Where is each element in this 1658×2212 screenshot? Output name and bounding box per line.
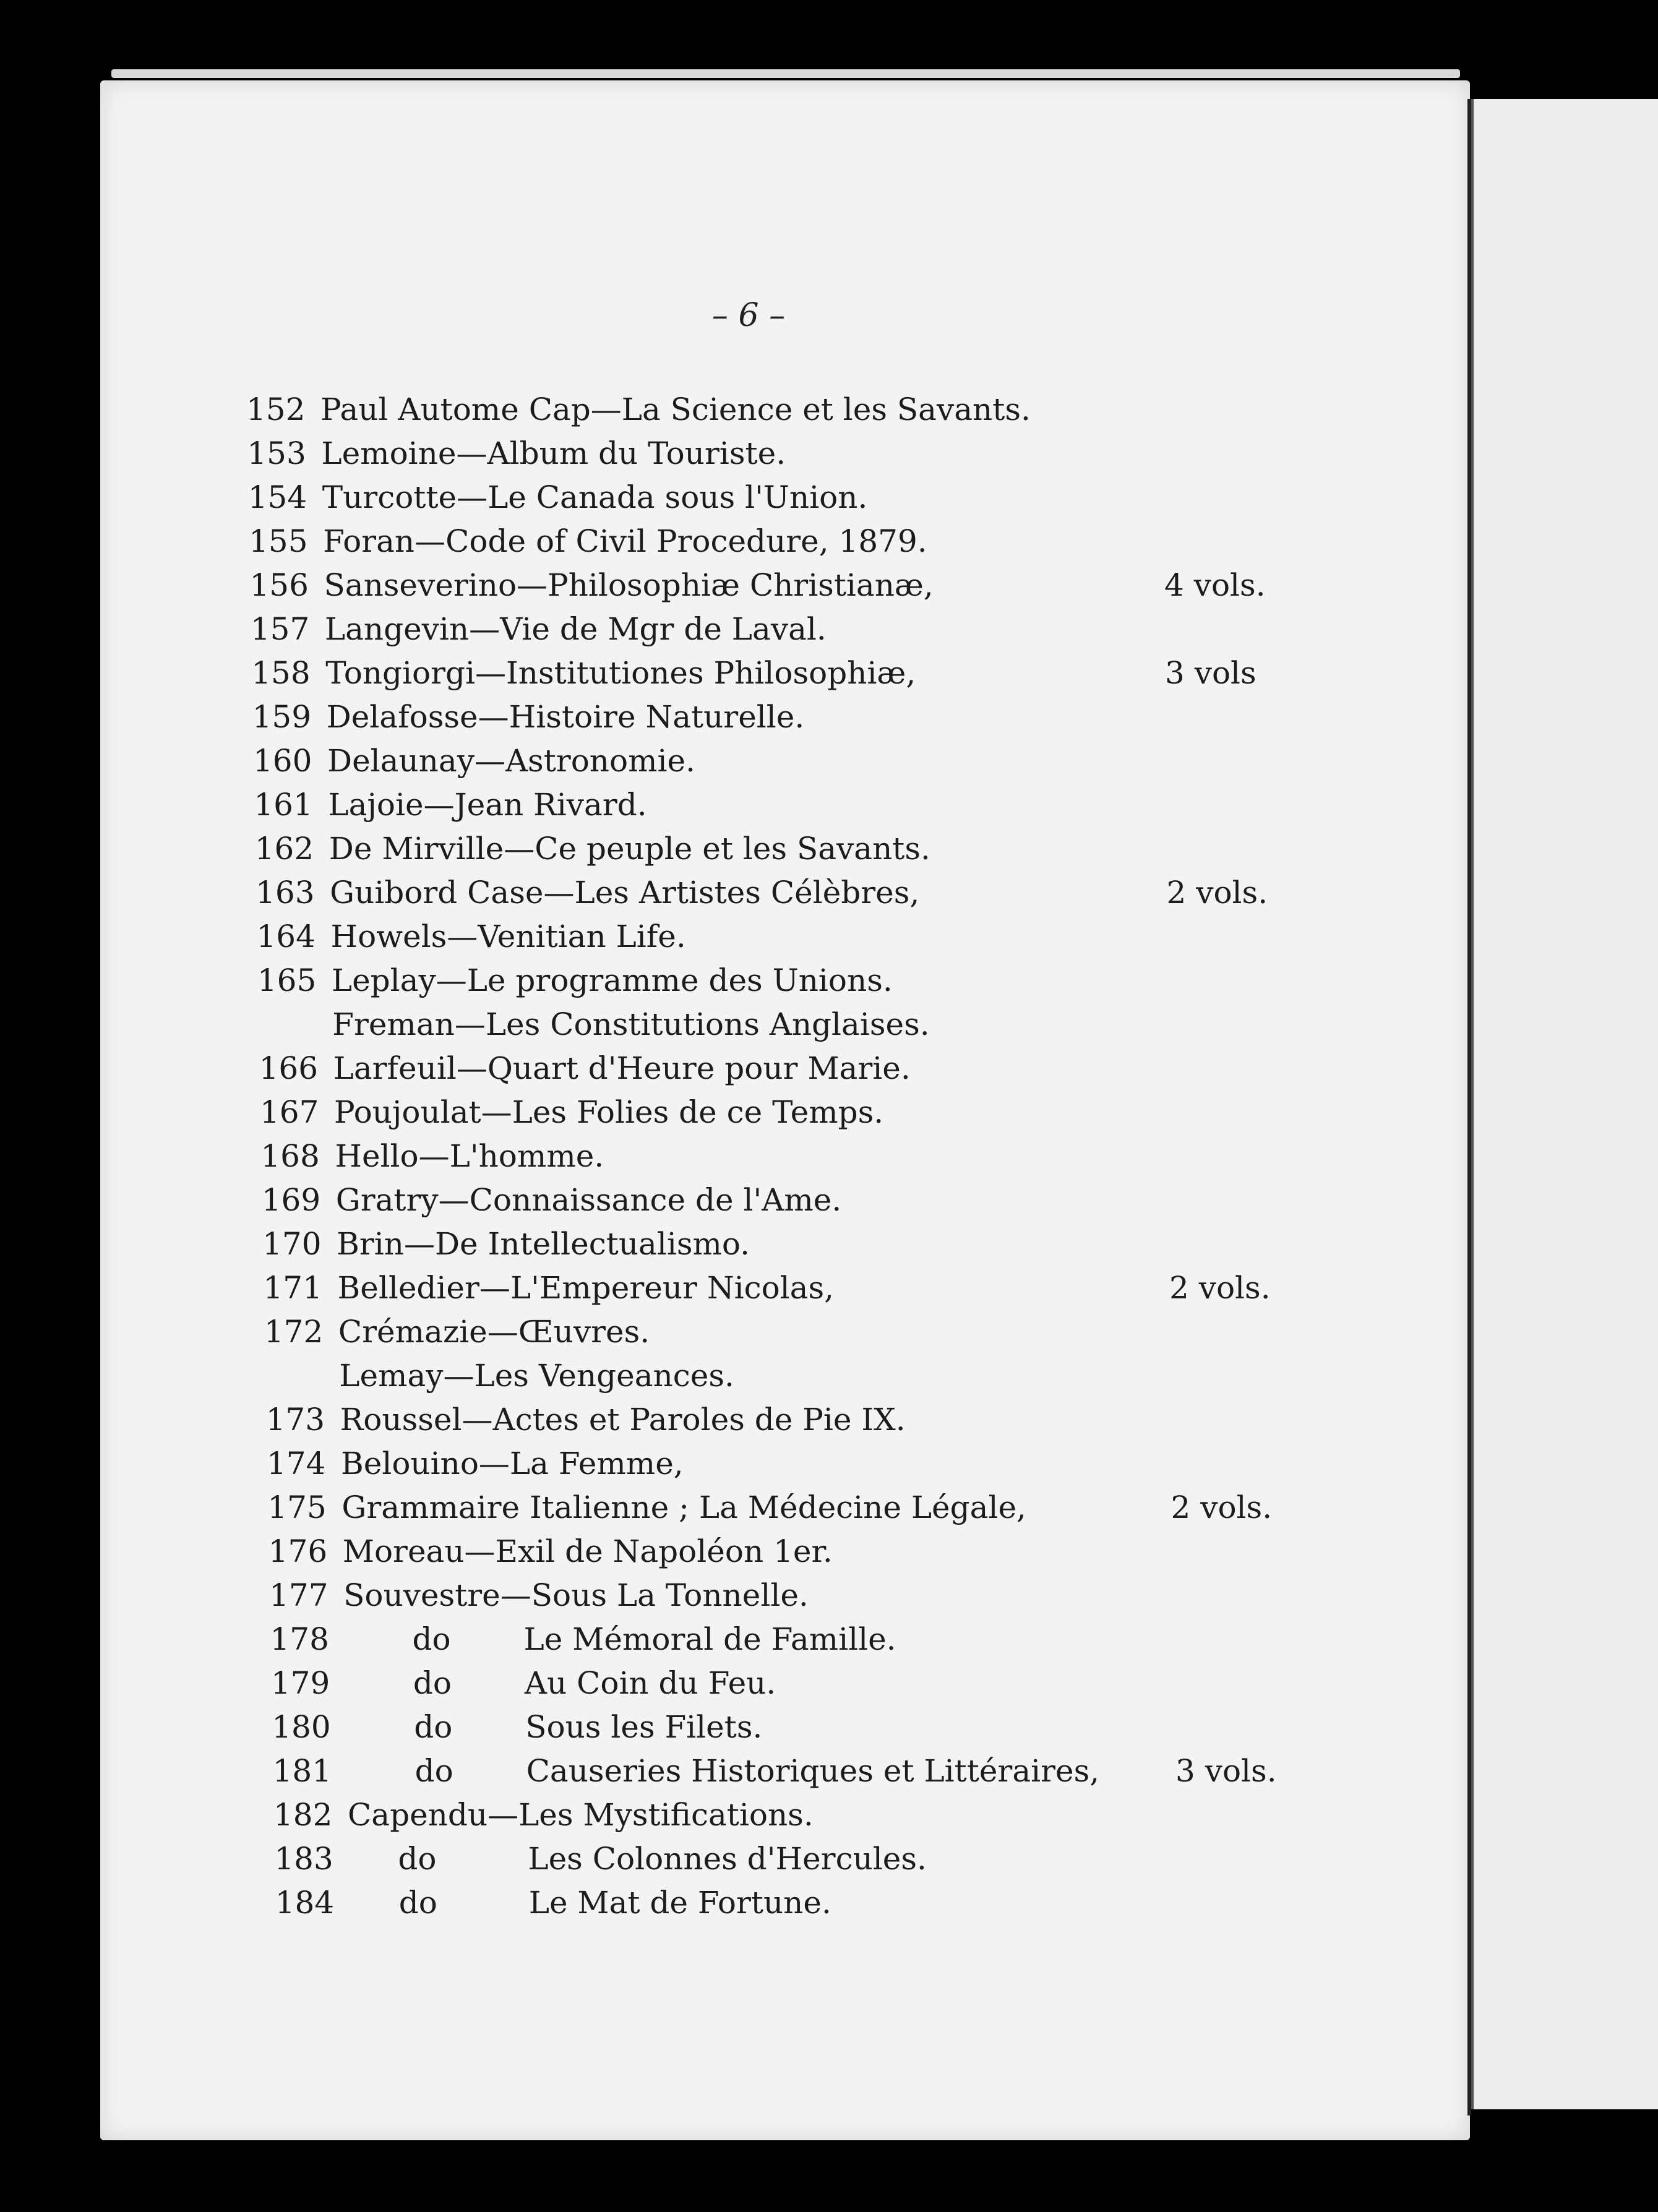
entry-number: 162 xyxy=(254,831,314,867)
catalogue-entry xyxy=(264,1312,1316,1352)
catalogue-entry xyxy=(268,1532,1320,1571)
entry-number: 168 xyxy=(260,1138,320,1174)
catalogue-entry xyxy=(260,1136,1312,1176)
entry-title: Capendu—Les Mystifications. xyxy=(348,1797,814,1833)
entry-number: 159 xyxy=(252,699,312,735)
entry-title: Causeries Historiques et Littéraires, xyxy=(526,1753,1100,1789)
entry-title: De Mirville—Ce peuple et les Savants. xyxy=(329,831,930,867)
entry-number: 154 xyxy=(247,479,307,515)
entry-title: Souvestre—Sous La Tonnelle. xyxy=(343,1577,809,1613)
catalogue-entry xyxy=(247,434,1299,473)
entry-title: Le Mémoral de Famille. xyxy=(523,1621,896,1657)
ditto-mark: do xyxy=(398,1841,437,1877)
entry-number: 175 xyxy=(267,1490,327,1525)
catalogue-entry xyxy=(267,1444,1318,1483)
entry-number: 160 xyxy=(253,743,312,779)
catalogue-entry xyxy=(264,1268,1315,1308)
entry-title: Sanseverino—Philosophiæ Christianæ, xyxy=(324,567,934,603)
entry-number: 181 xyxy=(272,1753,332,1789)
catalogue-entry xyxy=(265,1356,1317,1395)
entry-title: Brin—De Intellectualismo. xyxy=(337,1226,750,1262)
entry-title: Moreau—Exil de Napoléon 1er. xyxy=(342,1533,833,1569)
entry-number: 167 xyxy=(260,1094,319,1130)
entry-volumes: 2 vols. xyxy=(1169,1270,1271,1306)
entry-number: 176 xyxy=(268,1533,328,1569)
entry-title: Belledier—L'Empereur Nicolas, xyxy=(337,1270,835,1306)
entry-title: Hello—L'homme. xyxy=(335,1138,604,1174)
ditto-mark: do xyxy=(398,1885,437,1921)
entry-number: 164 xyxy=(256,919,316,954)
catalogue-entry xyxy=(253,741,1305,781)
entry-number: 158 xyxy=(251,655,311,691)
page-number: – 6 – xyxy=(711,297,786,334)
entry-number: 184 xyxy=(275,1885,335,1921)
entry-title: Guibord Case—Les Artistes Célèbres, xyxy=(330,875,920,911)
entry-title: Lemoine—Album du Touriste. xyxy=(321,435,786,471)
entry-title: Lajoie—Jean Rivard. xyxy=(328,787,647,823)
ditto-mark: do xyxy=(414,1753,453,1789)
catalogue-entry xyxy=(254,785,1305,825)
catalogue-entry xyxy=(258,1005,1310,1044)
catalogue-entry xyxy=(256,873,1307,912)
entry-number: 153 xyxy=(247,435,306,471)
catalogue-entry xyxy=(267,1488,1319,1527)
entry-number: 174 xyxy=(267,1446,326,1481)
entry-volumes: 3 vols. xyxy=(1175,1753,1277,1789)
entry-number: 179 xyxy=(270,1665,330,1701)
entry-number: 166 xyxy=(259,1050,319,1086)
catalogue-entry xyxy=(246,390,1298,429)
entry-title: Poujoulat—Les Folies de ce Temps. xyxy=(334,1094,884,1130)
entry-number: 156 xyxy=(249,567,309,603)
ditto-mark: do xyxy=(412,1621,451,1657)
entry-number: 152 xyxy=(246,392,306,427)
catalogue-entry xyxy=(259,1048,1311,1088)
entry-title: Tongiorgi—Institutiones Philosophiæ, xyxy=(325,655,916,691)
entry-title: Leplay—Le programme des Unions. xyxy=(331,962,893,998)
entry-number: 178 xyxy=(270,1621,329,1657)
entry-title: Crémazie—Œuvres. xyxy=(338,1314,650,1350)
entry-title: Gratry—Connaissance de l'Ame. xyxy=(335,1182,842,1218)
entry-number: 163 xyxy=(256,875,315,911)
entry-number: 169 xyxy=(261,1182,321,1218)
entry-title: Roussel—Actes et Paroles de Pie IX. xyxy=(340,1402,906,1438)
entry-volumes: 2 vols. xyxy=(1166,875,1268,911)
entry-title: Howels—Venitian Life. xyxy=(330,919,686,954)
entry-number: 183 xyxy=(274,1841,333,1877)
entry-number: 165 xyxy=(257,962,317,998)
catalogue-entry xyxy=(269,1575,1321,1615)
catalogue-entry xyxy=(251,653,1303,693)
entry-title: Delafosse—Histoire Naturelle. xyxy=(326,699,805,735)
catalogue-entry xyxy=(273,1751,1325,1791)
catalogue-entry xyxy=(271,1663,1323,1703)
catalogue-entry xyxy=(262,1180,1313,1220)
catalogue-entry xyxy=(257,917,1308,956)
catalogue-entry xyxy=(255,829,1307,868)
catalogue-entry xyxy=(250,565,1302,605)
entry-number: 157 xyxy=(250,611,310,647)
entry-number: 155 xyxy=(249,523,308,559)
catalogue-entry xyxy=(274,1839,1326,1879)
ditto-mark: do xyxy=(414,1709,453,1745)
entry-title: Larfeuil—Quart d'Heure pour Marie. xyxy=(333,1050,911,1086)
ditto-mark: do xyxy=(413,1665,452,1701)
entry-number: 171 xyxy=(263,1270,322,1306)
catalogue-entry xyxy=(249,521,1300,561)
catalogue-entry xyxy=(252,697,1304,737)
entry-volumes: 3 vols xyxy=(1165,655,1256,691)
catalogue-entry xyxy=(251,609,1302,649)
entry-number: 172 xyxy=(264,1314,324,1350)
catalogue-entry xyxy=(266,1400,1318,1439)
catalogue-entry xyxy=(275,1883,1327,1923)
entry-number: 173 xyxy=(265,1402,325,1438)
catalogue-entry xyxy=(248,478,1300,517)
entry-title: Turcotte—Le Canada sous l'Union. xyxy=(322,479,868,515)
entry-title: Les Colonnes d'Hercules. xyxy=(528,1841,927,1877)
entry-title: Au Coin du Feu. xyxy=(524,1665,776,1701)
catalogue-entry xyxy=(262,1224,1314,1264)
entry-volumes: 2 vols. xyxy=(1170,1490,1273,1525)
entry-number: 170 xyxy=(262,1226,322,1262)
catalogue-entry xyxy=(272,1707,1323,1747)
catalogue-entry xyxy=(257,961,1309,1000)
entry-title: Foran—Code of Civil Procedure, 1879. xyxy=(323,523,927,559)
entry-title: Paul Autome Cap—La Science et les Savants. xyxy=(320,392,1031,427)
entry-title: Le Mat de Fortune. xyxy=(528,1885,831,1921)
catalogue-entry xyxy=(270,1619,1322,1659)
entry-number: 182 xyxy=(273,1797,333,1833)
entry-title: Sous les Filets. xyxy=(525,1709,763,1745)
entry-volumes: 4 vols. xyxy=(1164,567,1266,603)
entry-number: 161 xyxy=(254,787,313,823)
entry-title: Grammaire Italienne ; La Médecine Légale, xyxy=(341,1490,1026,1525)
catalogue-entry xyxy=(273,1795,1325,1835)
entry-number: 180 xyxy=(272,1709,331,1745)
entry-title: Freman—Les Constitutions Anglaises. xyxy=(332,1006,930,1042)
entry-title: Langevin—Vie de Mgr de Laval. xyxy=(324,611,827,647)
entry-title: Lemay—Les Vengeances. xyxy=(339,1358,734,1394)
entry-title: Belouino—La Femme, xyxy=(341,1446,684,1481)
entry-title: Delaunay—Astronomie. xyxy=(327,743,695,779)
entry-number: 177 xyxy=(269,1577,329,1613)
catalogue-entry xyxy=(260,1092,1312,1132)
